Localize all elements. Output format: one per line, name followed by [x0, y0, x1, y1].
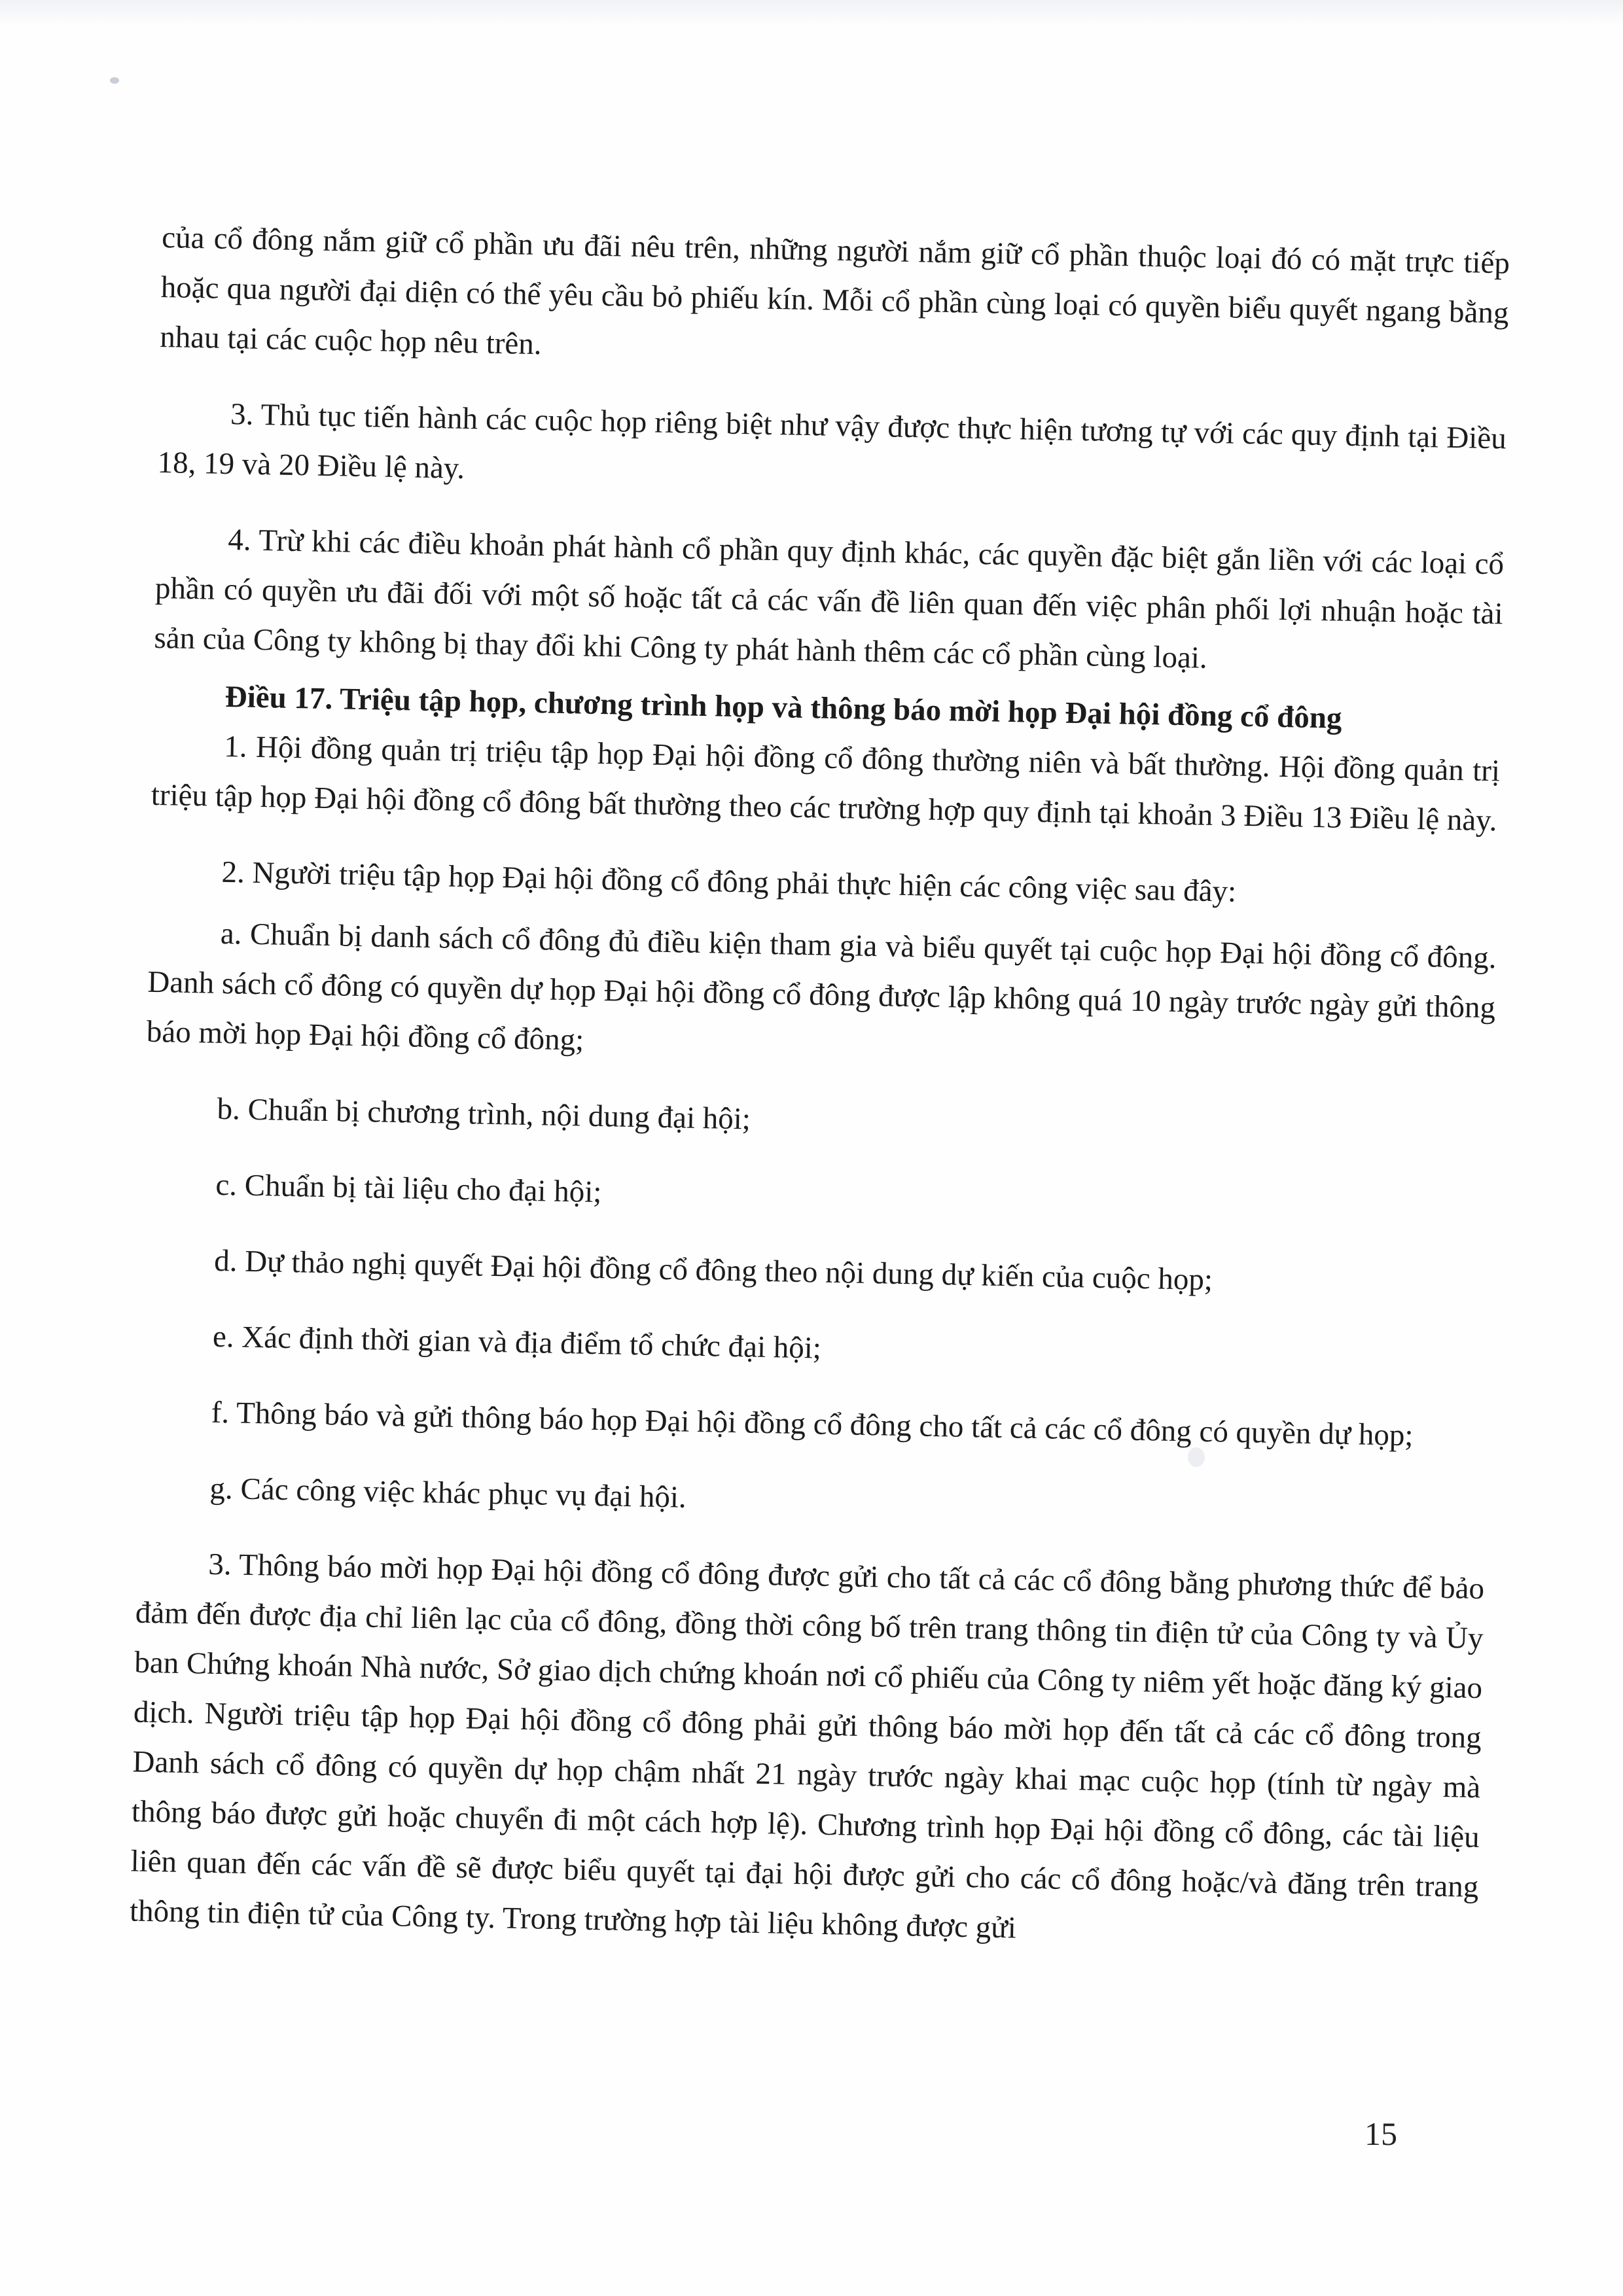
list-item-g: g. Các công việc khác phục vụ đại hội.	[209, 1471, 687, 1515]
list-item-e: e. Xác định thời gian và địa điểm tổ chức đại hội;	[212, 1319, 822, 1366]
list-item-f: f. Thông báo và gửi thông báo họp Đại hội đồng cổ đông cho tất cả các cổ đông có quyền dự họp;	[211, 1395, 1414, 1453]
article-17-heading: Điều 17. Triệu tập họp, chương trình họp và thông báo mời họp Đại hội đồng cổ đông	[224, 679, 1342, 735]
scan-speck	[110, 77, 119, 84]
article-17-clause-2: 2. Người triệu tập họp Đại hội đồng cổ đông phải thực hiện các công việc sau đây:	[221, 855, 1237, 909]
scan-edge-shadow	[0, 0, 1623, 26]
paragraph-clause-4: 4. Trừ khi các điều khoản phát hành cổ phần quy định khác, các quyền đặc biệt gắn liền với các loại cổ phần có quyền ưu đãi đối với một số hoặc tất cả các vấn đề liên quan đến việc phân phối lợi nhuận hoặc tài sản của Công ty không bị thay đổi khi Công ty phát hành thêm các cổ phần cùng loại.	[154, 523, 1505, 675]
list-item-b: b. Chuẩn bị chương trình, nội dung đại hội;	[217, 1091, 751, 1137]
article-17-clause-1: 1. Hội đồng quản trị triệu tập họp Đại hội đồng cổ đông thường niên và bất thường. Hội đồng quản trị triệu tập họp Đại hội đồng cổ đông bất thường theo các trường hợp quy định tại khoản 3 Điều 13 Điều lệ này.	[151, 729, 1501, 838]
page-number: 15	[1364, 2115, 1397, 2152]
paragraph-clause-3: 3. Thủ tục tiến hành các cuộc họp riêng biệt như vậy được thực hiện tương tự với các quy định tại Điều 18, 19 và 20 Điều lệ này.	[157, 397, 1507, 486]
document-body	[129, 213, 1510, 1962]
article-17-clause-3: 3. Thông báo mời họp Đại hội đồng cổ đông được gửi cho tất cả các cổ đông bằng phương thức để bảo đảm đến được địa chỉ liên lạc của cổ đông, đồng thời công bố trên trang thông tin điện tử của Công ty và Ủy ban Chứng khoán Nhà nước, Sở giao dịch chứng khoán nơi cổ phiếu của Công ty niêm yết hoặc đăng ký giao dịch. Người triệu tập họp Đại hội đồng cổ đông phải gửi thông báo mời họp đến tất cả các cổ đông trong Danh sách cổ đông có quyền dự họp chậm nhất 21 ngày trước ngày khai mạc cuộc họp (tính từ ngày mà thông báo được gửi hoặc chuyển đi một cách hợp lệ). Chương trình họp Đại hội đồng cổ đông, các tài liệu liên quan đến các vấn đề sẽ được biểu quyết tại đại hội được gửi cho các cổ đông hoặc/và đăng trên trang thông tin điện tử của Công ty. Trong trường hợp tài liệu không được gửi	[129, 1547, 1485, 1945]
list-item-c: c. Chuẩn bị tài liệu cho đại hội;	[215, 1167, 602, 1210]
paragraph-continuation: của cổ đông nắm giữ cổ phần ưu đãi nêu trên, những người nắm giữ cổ phần thuộc loại đó có mặt trực tiếp hoặc qua người đại diện có thể yêu cầu bỏ phiếu kín. Mỗi cổ phần cùng loại có quyền biểu quyết ngang bằng nhau tại các cuộc họp nêu trên.	[159, 220, 1510, 362]
list-item-a: a. Chuẩn bị danh sách cổ đông đủ điều kiện tham gia và biểu quyết tại cuộc họp Đại hội đồng cổ đông. Danh sách cổ đông có quyền dự họp Đại hội đồng cổ đông được lập không quá 10 ngày trước ngày gửi thông báo mời họp Đại hội đồng cổ đông;	[146, 916, 1497, 1057]
list-item-d: d. Dự thảo nghị quyết Đại hội đồng cổ đông theo nội dung dự kiến của cuộc họp;	[213, 1243, 1213, 1298]
